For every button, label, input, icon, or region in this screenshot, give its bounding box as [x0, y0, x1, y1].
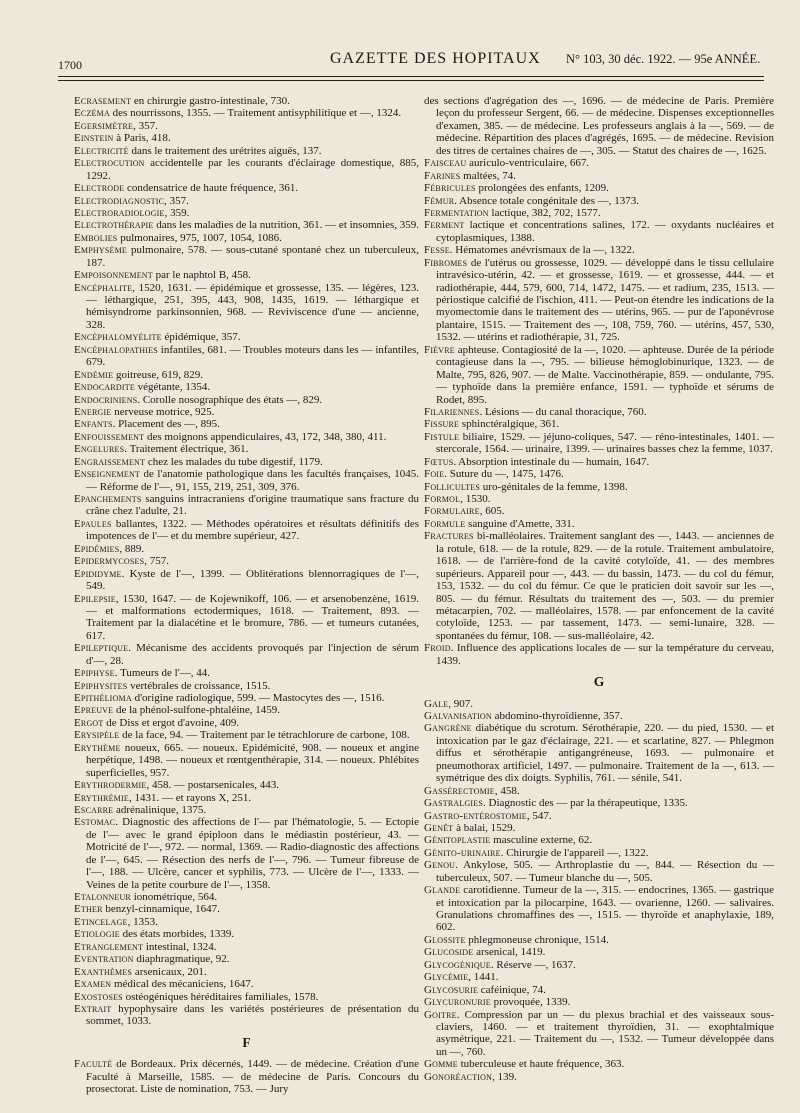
issue-info: N° 103, 30 déc. 1922. — 95e ANNÉE.: [566, 52, 761, 66]
index-entry: [74, 991, 419, 1003]
page-number: 1700: [58, 58, 82, 72]
index-entry: [424, 505, 774, 517]
entry-heading: Genêt: [424, 821, 454, 834]
entry-heading: Escarre: [74, 803, 114, 816]
entry-text: des nourrissons, 1355. — Traitement antisyphilitique et —, 1324.: [109, 107, 402, 120]
entry-heading: Galvanisation: [424, 710, 492, 722]
index-entry: [424, 810, 774, 822]
index-entry: [74, 642, 419, 667]
entry-heading: Fébricules: [424, 182, 476, 195]
index-entry: [74, 729, 419, 741]
index-entry: [424, 481, 774, 493]
entry-heading: Génito-urinaire: [424, 846, 501, 859]
index-entry: [424, 431, 774, 456]
entry-text: phlegmoneuse chronique, 1514.: [465, 933, 609, 946]
entry-heading: Electrode: [74, 182, 125, 195]
entry-text: . Suture du —, 1475, 1476.: [444, 468, 564, 481]
entry-heading: Formol: [424, 493, 461, 505]
index-entry: [74, 903, 419, 915]
entry-heading: Fractures: [424, 530, 474, 543]
entry-heading: Examen: [74, 978, 112, 991]
index-entry: [424, 785, 774, 797]
entry-text: provoquée, 1339.: [490, 996, 571, 1009]
index-entry: [424, 530, 774, 642]
entry-text: pulmonaires, 975, 1007, 1054, 1086.: [117, 231, 282, 244]
entry-heading: Embolies: [74, 231, 118, 244]
entry-heading: Glossite: [424, 933, 466, 946]
index-entry: [74, 120, 419, 132]
index-entry: [424, 971, 774, 983]
entry-heading: Epiphyse: [74, 667, 115, 680]
entry-text: , 458.: [494, 784, 520, 797]
entry-text: goitreuse, 619, 829.: [113, 368, 204, 381]
index-entry: [74, 269, 419, 281]
entry-heading: Endémie: [74, 368, 114, 381]
entry-text: masculine externe, 62.: [490, 834, 593, 847]
index-entry: [74, 132, 419, 144]
entry-heading: Epididyme: [74, 567, 122, 580]
index-entry: [74, 667, 419, 679]
entry-heading: Exanthèmes: [74, 965, 133, 978]
index-entry: [74, 207, 419, 219]
index-entry: [424, 847, 774, 859]
entry-text: . Diagnostic des — par la thérapeutique, 1335.: [483, 797, 688, 810]
entry-heading: Farines: [424, 169, 461, 182]
index-entry: [74, 978, 419, 990]
entry-heading: Extrait: [74, 1002, 112, 1015]
index-entry: [74, 331, 419, 343]
index-entry: [74, 692, 419, 704]
entry-text: auriculo-ventriculaire, 667.: [466, 157, 590, 170]
entry-heading: Faculté: [74, 1058, 113, 1071]
entry-heading: Glande: [424, 884, 461, 897]
entry-text: ionométrique, 564.: [130, 891, 218, 903]
entry-heading: Enfants: [74, 418, 113, 431]
index-entry: [424, 406, 774, 418]
index-entry: [74, 717, 419, 729]
entry-text: , 357.: [164, 194, 189, 207]
entry-text: nerveuse motrice, 925.: [111, 405, 215, 418]
entry-heading: Fistule: [424, 430, 460, 443]
index-entry: [74, 443, 419, 455]
entry-heading: Follicultes: [424, 480, 481, 493]
entry-text: lactique et concentrations salines, 172. — oxydants nucléaires et cytoplasmiques, 1388.: [436, 219, 774, 244]
index-list-f-continued: [424, 95, 774, 667]
entry-text: sanguine d'Amette, 331.: [465, 517, 575, 530]
entry-text: , 1520, 1631. — épidémique et grossesse, 135. — légères, 123. — léthargique, 251, 395, 443, 908, 1435, 1619. — léthargique et hémisyndrome parkinsonnien, 968. — Reviviscence d'une — ancienne, 328.: [86, 281, 419, 331]
entry-text: médical des mécaniciens, 1647.: [111, 978, 254, 991]
entry-text: , 458. — postarsenicales, 443.: [146, 779, 280, 792]
index-entry: [74, 232, 419, 244]
entry-text: , 359.: [164, 206, 190, 219]
index-entry: [424, 182, 774, 194]
entry-text: des états morbides, 1339.: [119, 928, 235, 941]
entry-text: , 1530.: [460, 493, 491, 505]
entry-heading: Erythrémie: [74, 791, 129, 804]
entry-text: maltées, 74.: [460, 169, 517, 182]
entry-text: des sections d'agrégation des —, 1696. — de médecine de Paris. Première leçon du professeur Sergent, 66. — de médecine. Dispenses exceptionnelles d'examen, 385. — de médecine. Les professeurs anglais à la —, 569. — de médecine. Répartition des places d'agrégés, 1695. — de médecine. Revision des titres de certaines chaires de —, 305. — Statut des chaires de —, 1625.: [424, 95, 774, 157]
index-entry: [424, 257, 774, 344]
entry-text: tuberculeuse et haute fréquence, 363.: [457, 1058, 625, 1071]
entry-text: . Lésions — du canal thoracique, 760.: [479, 405, 647, 418]
entry-text: de la face, 94. — Traitement par le tétrachlorure de carbone, 108.: [119, 729, 410, 742]
entry-heading: Gale: [424, 697, 449, 710]
index-entry: [74, 1058, 419, 1095]
entry-heading: Glucoside: [424, 946, 474, 959]
entry-text: arsenical, 1419.: [473, 946, 546, 959]
entry-heading: Etalonneur: [74, 891, 131, 903]
index-entry: [424, 207, 774, 219]
entry-text: à balai, 1529.: [453, 821, 516, 834]
entry-heading: Estomac: [74, 816, 116, 829]
entry-text: diabétique du scrotum. Sérothérapie, 220. — du pied, 1530. — et intoxication par le gaz d'éclairage, 221. — et scarlatine, 827. — Phlegmon diffus et sérothérapie antigangréneuse, 1693. — pulmonaire et pneumothorax artificiel, 1497. — pulmonaire. Traitement de la —, 613. — symétrique des dix doigts. Syphilis, 761. — sénile, 541.: [436, 722, 774, 785]
entry-heading: Ether: [74, 903, 103, 916]
entry-heading: Etincelage: [74, 915, 128, 928]
entry-text: épidémique, 357.: [161, 331, 241, 344]
entry-heading: Ergot: [74, 716, 104, 729]
entry-heading: Fissure: [424, 418, 460, 431]
index-entry: [74, 1003, 419, 1028]
entry-heading: Engraissement: [74, 455, 146, 468]
entry-text: . Absorption intestinale du — humain, 1647.: [453, 455, 650, 468]
entry-heading: Emphysème: [74, 244, 127, 257]
index-entry: [74, 779, 419, 791]
entry-heading: Erythème: [74, 741, 121, 754]
entry-text: . Absence totale congénitale des —, 1373.: [454, 194, 640, 207]
entry-text: ballantes, 1322. — Méthodes opératoires et résultats définitifs des impotences de l'— et du membre supérieur, 427.: [86, 517, 419, 543]
entry-heading: Epreuve: [74, 704, 114, 717]
entry-heading: Génitoplastie: [424, 834, 491, 847]
index-entry: [424, 722, 774, 784]
entry-text: d'origine radiologique, 599. — Mastocytes des —, 1516.: [131, 692, 385, 704]
index-list-e: [74, 95, 419, 1028]
entry-heading: Epilepsie: [74, 592, 116, 605]
entry-heading: Endocriniens: [74, 393, 138, 406]
index-entry: [74, 953, 419, 965]
entry-heading: Ferment: [424, 219, 465, 232]
index-entry: [424, 884, 774, 934]
entry-heading: Faisceau: [424, 157, 467, 170]
entry-text: condensatrice de haute fréquence, 361.: [124, 182, 299, 195]
index-entry: [74, 928, 419, 940]
entry-text: à Paris, 418.: [113, 132, 171, 145]
entry-text: par le naphtol B, 458.: [152, 269, 251, 282]
entry-text: . Ankylose, 505. — Arthroplastie du —, 844. — Résection du — tuberculeux, 507. — Tumeur blanche du —, 505.: [436, 859, 774, 884]
index-entry: [424, 418, 774, 430]
entry-heading: Eventration: [74, 953, 134, 966]
entry-text: . Traitement électrique, 361.: [124, 443, 249, 456]
index-entry: [424, 1058, 774, 1070]
section-letter-g: G: [593, 674, 605, 690]
entry-heading: Electrothérapie: [74, 219, 154, 232]
entry-text: , 605.: [479, 505, 505, 518]
entry-heading: Formule: [424, 517, 466, 530]
entry-text: de Diss et ergot d'avoine, 409.: [103, 716, 240, 729]
entry-text: , 1441.: [468, 971, 499, 984]
index-entry: [424, 996, 774, 1008]
entry-heading: Goitre: [424, 1008, 457, 1021]
index-entry: [74, 157, 419, 182]
entry-text: infantiles, 681. — Troubles moteurs dans les — infantiles, 679.: [86, 343, 419, 369]
index-entry: [74, 431, 419, 443]
entry-text: des moignons appendiculaires, 43, 172, 348, 380, 411.: [144, 430, 387, 443]
index-entry: [74, 456, 419, 468]
index-entry: [74, 966, 419, 978]
index-entry: [74, 381, 419, 393]
section-letter-f: F: [242, 1034, 251, 1050]
left-column: [74, 95, 419, 1096]
entry-text: . Mécanisme des accidents provoqués par l'injection de sérum d'—, 28.: [86, 642, 419, 667]
entry-heading: Enseignement: [74, 468, 141, 481]
entry-heading: Einstein: [74, 132, 114, 145]
index-entry: [424, 822, 774, 834]
entry-text: , 139.: [492, 1070, 517, 1083]
entry-heading: Endocardite: [74, 381, 135, 394]
index-entry: [74, 543, 419, 555]
index-entry: [424, 493, 774, 505]
entry-heading: Electricité: [74, 144, 129, 157]
index-entry: [424, 344, 774, 406]
entry-heading: Fœtus: [424, 455, 454, 468]
index-entry: [74, 418, 419, 430]
entry-heading: Epaules: [74, 517, 112, 530]
index-entry: [424, 157, 774, 169]
index-list-g: [424, 698, 774, 1084]
index-list-f: [74, 1058, 419, 1095]
index-entry: [74, 816, 419, 891]
entry-heading: Fermentation: [424, 206, 489, 219]
entry-heading: Egersimètre: [74, 119, 134, 132]
entry-text: aphteuse. Contagiosité de la —, 1020. — aphteuse. Durée de la période contagieuse dans la —, 795. — bilieuse hémoglobinurique, 1323. — de Malte, 795, 826, 907. — de Malte. Vaccinothérapie, 859. — ondulante, 795. — typhoïde dans la première enfance, 1591. — typhoïde et sérums de Rodet, 895.: [436, 343, 774, 406]
entry-heading: Energie: [74, 405, 112, 418]
entry-text: carotidienne. Tumeur de la —, 315. — endocrines, 1365. — gastrique et intoxication par la pilocarpine, 1643. — ovarienne, 1260. — salivaires. Granulations chromaffines des —, 1515. — thyroïde et anaphylaxie, 189, 602.: [436, 884, 774, 934]
entry-text: , 757.: [144, 555, 169, 568]
index-entry: [74, 195, 419, 207]
entry-heading: Froid: [424, 642, 451, 655]
entry-text: hypophysaire dans les variétés postérieures de présentation du sommet, 1033.: [86, 1002, 419, 1028]
entry-heading: Genou: [424, 859, 456, 872]
entry-heading: Encéphalite: [74, 281, 133, 294]
entry-heading: Epidémies: [74, 542, 120, 555]
index-entry: [74, 680, 419, 692]
entry-text: arsenicaux, 201.: [132, 965, 207, 978]
index-entry: [74, 518, 419, 543]
index-entry: [424, 468, 774, 480]
index-entry: [74, 244, 419, 269]
entry-text: uro-génitales de la femme, 1398.: [480, 480, 628, 493]
entry-text: lactique, 382, 702, 1577.: [488, 206, 601, 219]
entry-heading: Enfouissement: [74, 430, 145, 443]
entry-text: . Corolle nosographique des états —, 829.: [137, 393, 323, 406]
entry-text: de l'anatomie pathologique dans les facultés françaises, 1045. — Réforme de l'—, 91, 155, 219, 251, 309, 376.: [86, 468, 419, 493]
index-entry: [424, 170, 774, 182]
entry-heading: Epanchements: [74, 493, 142, 505]
index-entry: [74, 916, 419, 928]
entry-text: , 547.: [526, 809, 552, 822]
index-entry: [74, 941, 419, 953]
entry-text: . Hématomes anévrismaux de la —, 1322.: [449, 244, 635, 257]
entry-heading: Ecrasement: [74, 95, 132, 107]
entry-text: dans les maladies de la nutrition, 361. — et insomnies, 359.: [153, 219, 419, 232]
entry-text: de l'utérus ou grossesse, 1029. — développé dans le tissu cellulaire intravésico-utérin, 42. — et grossesse, 1619. — et grossesse, 444. — et radiothérapie, 444, 579, 600, 714, 1472, 1475. — et radium, 235, 1513. — périostique calcifié de l'ischion, 411. — Peut-on étendre les indications de la myomectomie dans le traitement des — utérins, 965. — pur de l'aponévrose plantaire, 1515. — Traitement des —, 108, 759, 760. — utérins, 457, 530, 1532. — utérins et radiothérapie, 31, 725.: [436, 256, 774, 344]
index-entry: [424, 710, 774, 722]
entry-text: de Bordeaux. Prix décernés, 1449. — de médecine. Création d'une Faculté à Marseille, 1585. — de médecine de Paris. Concours du prosectorat. Liste de nomination, 753. — Jury: [86, 1058, 419, 1096]
entry-text: en chirurgie gastro-intestinale, 730.: [131, 95, 290, 107]
entry-text: dans le traitement des urétrites aiguës, 137.: [128, 144, 322, 157]
entry-heading: Glycémie: [424, 971, 469, 984]
index-entry: [74, 282, 419, 332]
index-entry: [74, 182, 419, 194]
entry-heading: Fibromes: [424, 256, 468, 269]
entry-heading: Gonoréaction: [424, 1070, 493, 1083]
entry-heading: Electrodiagnostic: [74, 194, 165, 207]
entry-heading: Glycuronurie: [424, 996, 491, 1009]
entry-heading: Engelures: [74, 443, 125, 456]
entry-text: . Kyste de l'—, 1399. — Oblitérations blennorragiques de l'—, 549.: [86, 567, 419, 593]
entry-heading: Foie: [424, 468, 445, 481]
entry-heading: Glycogénique: [424, 958, 491, 971]
entry-heading: Encéphalopathies: [74, 343, 158, 356]
entry-heading: Etiologie: [74, 928, 120, 941]
entry-heading: Etranglement: [74, 940, 144, 953]
index-entry: [424, 1009, 774, 1059]
entry-text: , 889.: [119, 542, 145, 555]
entry-heading: Empoisonnement: [74, 269, 153, 282]
entry-heading: Epidermycoses: [74, 555, 145, 568]
entry-heading: Glycosurie: [424, 983, 479, 996]
header-rule-top: [58, 76, 764, 77]
index-entry: [74, 493, 419, 518]
entry-text: . Compression par un — du plexus brachial et des vaisseaux sous-claviers, 1460. — et traitement thyroïdien, 31. — exophtalmique asymétrique, 221. — Traitement du —, 1532. — Tumeur développée dans un —, 760.: [436, 1008, 774, 1058]
entry-heading: Formulaire: [424, 505, 480, 518]
entry-text: benzyl-cinnamique, 1647.: [102, 903, 220, 916]
entry-text: caféinique, 74.: [478, 983, 546, 996]
index-entry: [74, 568, 419, 593]
entry-text: ostéogéniques héréditaires familiales, 1578.: [122, 990, 319, 1003]
entry-text: . Diagnostic des affections de l'— par l'hématologie, 5. — Ectopie de l'— avec le grand épiploon dans le médiastin postérieur, 43. — Motricité de l'—, 972. — normal, 1369. — Radio-diagnostic des affections de l'—, 645. — Résection des nerfs de l'—, 796. — Tumeur fibreuse de l'—, 188. — Ulcère, cancer et syphilis, 773. — Ulcère de l'—, 1333. — Veines de la petite courbure de l'—, 1358.: [86, 816, 419, 891]
index-entry: [424, 518, 774, 530]
entry-heading: Epileptique: [74, 642, 129, 655]
index-entry: [74, 555, 419, 567]
entry-heading: Eczéma: [74, 107, 110, 120]
entry-heading: Gomme: [424, 1058, 458, 1071]
index-entry: [74, 891, 419, 903]
index-entry: [424, 934, 774, 946]
entry-text: accidentelle par les courants d'éclairage domestique, 885, 1292.: [86, 157, 419, 182]
entry-text: sphinctéralgique, 361.: [459, 418, 560, 431]
index-entry: [424, 859, 774, 884]
index-entry: [424, 642, 774, 667]
entry-text: prolongées des enfants, 1209.: [475, 182, 609, 195]
index-entry: [424, 984, 774, 996]
index-entry: [74, 593, 419, 643]
page-header: [0, 0, 800, 80]
entry-heading: Exostoses: [74, 990, 123, 1003]
entry-heading: Epiphysites: [74, 679, 128, 692]
entry-text: végétante, 1354.: [134, 381, 211, 394]
header-rule-bottom: [58, 80, 764, 81]
index-entry: [74, 95, 419, 107]
entry-text: intestinal, 1324.: [143, 940, 217, 953]
entry-text: bi-malléolaires. Traitement sanglant des —, 1443. — anciennes de la rotule, 618. — de la rotule, 829. — de la rotule. Traitement ambulatoire, 1618. — de l'arrière-fond de la cavité cotyloïde, 41. — des membres supérieurs. Appareil pour —, 443. — du bassin, 1473. — du col du fémur, 153, 1532. — du col du fémur. Ce que le praticien doit savoir sur les —, 805. — du fémur. Résultats du traitement des —, 503. — du premier métacarpien, 702. — malléolaires, 1578. — par enfoncement de la cavité cotyloïde, 1253. — par tassement, 1473. — semi-lunaire, 328. — spontanées du fémur, 108. — sus-malléolaire, 42.: [436, 530, 774, 642]
index-entry: [74, 369, 419, 381]
entry-heading: Gassérectomie: [424, 784, 495, 797]
entry-text: pulmonaire, 578. — sous-cutané spontané chez un tuberculeux, 187.: [86, 244, 419, 269]
index-entry: [424, 834, 774, 846]
index-entry: [74, 145, 419, 157]
entry-text: biliaire, 1529. — jéjuno-coliques, 547. — réno-intestinales, 1401. — stercorale, 1564. — urinaire, 1399. — urinaires basses chez la femme, 1037.: [436, 430, 774, 456]
entry-heading: Erythrodermie: [74, 779, 147, 792]
index-entry: [74, 219, 419, 231]
index-entry: [74, 792, 419, 804]
entry-text: , 1353.: [127, 915, 158, 928]
entry-text: adrénalinique, 1375.: [113, 803, 207, 816]
journal-title: GAZETTE DES HOPITAUX: [330, 50, 541, 67]
entry-text: diaphragmatique, 92.: [133, 953, 230, 966]
entry-heading: Gastro-entérostomie: [424, 809, 527, 822]
index-entry: [424, 195, 774, 207]
entry-heading: Gastralgies: [424, 797, 484, 810]
index-entry: [424, 244, 774, 256]
entry-text: de la phénol-sulfone-phtaléine, 1459.: [113, 704, 281, 717]
index-entry: [74, 344, 419, 369]
entry-text: , 357.: [133, 119, 158, 132]
index-entry: [424, 959, 774, 971]
index-entry: [424, 797, 774, 809]
index-entry: [74, 107, 419, 119]
entry-text: noueux, 665. — noueux. Epidémicité, 908. — noueux et angine herpétique, 1498. — noueux et rœntgenthérapie, 314. — noueux. Phlébites superficielles, 957.: [86, 741, 419, 779]
entry-heading: Gangrène: [424, 722, 472, 735]
index-entry: [424, 946, 774, 958]
entry-text: . Tumeurs de l'—, 44.: [114, 667, 210, 680]
entry-text: vertébrales de croissance, 1515.: [127, 679, 271, 692]
index-entry: [424, 95, 774, 157]
entry-text: abdomino-thyroïdienne, 357.: [491, 710, 623, 722]
entry-text: sanguins intracraniens d'origine traumatique sans fracture du crâne chez l'adulte, 21.: [86, 493, 419, 518]
index-entry: [424, 1071, 774, 1083]
entry-text: , 1530, 1647. — de Kojewnikoff, 106. — et arsenobenzène, 1619. — et malformations ectodermiques, 1618. — Traitement, 893. — Traitement par la dialacétine et le bromure, 786. — et tumeurs cutanées, 617.: [86, 592, 419, 642]
entry-heading: Fesse: [424, 244, 450, 257]
entry-heading: Epithélioma: [74, 692, 132, 704]
entry-text: , 1431. — et rayons X, 251.: [128, 791, 252, 804]
index-entry: [74, 468, 419, 493]
right-column: [424, 95, 774, 1083]
entry-heading: Erysipèle: [74, 729, 120, 742]
entry-heading: Fièvre: [424, 343, 455, 356]
entry-text: . Réserve —, 1637.: [490, 958, 576, 971]
index-entry: [424, 456, 774, 468]
entry-text: chez les malades du tube digestif, 1179.: [145, 455, 323, 468]
index-entry: [74, 804, 419, 816]
entry-text: . Chirurgie de l'appareil —, 1322.: [500, 846, 649, 859]
index-entry: [74, 394, 419, 406]
index-entry: [424, 219, 774, 244]
entry-heading: Filariennes: [424, 405, 480, 418]
index-entry: [74, 406, 419, 418]
entry-heading: Electroradiologie: [74, 206, 165, 219]
entry-text: . Placement des —, 895.: [112, 418, 220, 431]
index-entry: [74, 742, 419, 779]
index-entry: [74, 704, 419, 716]
entry-heading: Electrocution: [74, 157, 145, 170]
entry-heading: Fémur: [424, 194, 455, 207]
entry-text: , 907.: [448, 697, 474, 710]
entry-text: . Influence des applications locales de — sur la température du cerveau, 1439.: [436, 642, 774, 667]
index-entry: [424, 698, 774, 710]
entry-heading: Encéphalomyélite: [74, 331, 162, 344]
